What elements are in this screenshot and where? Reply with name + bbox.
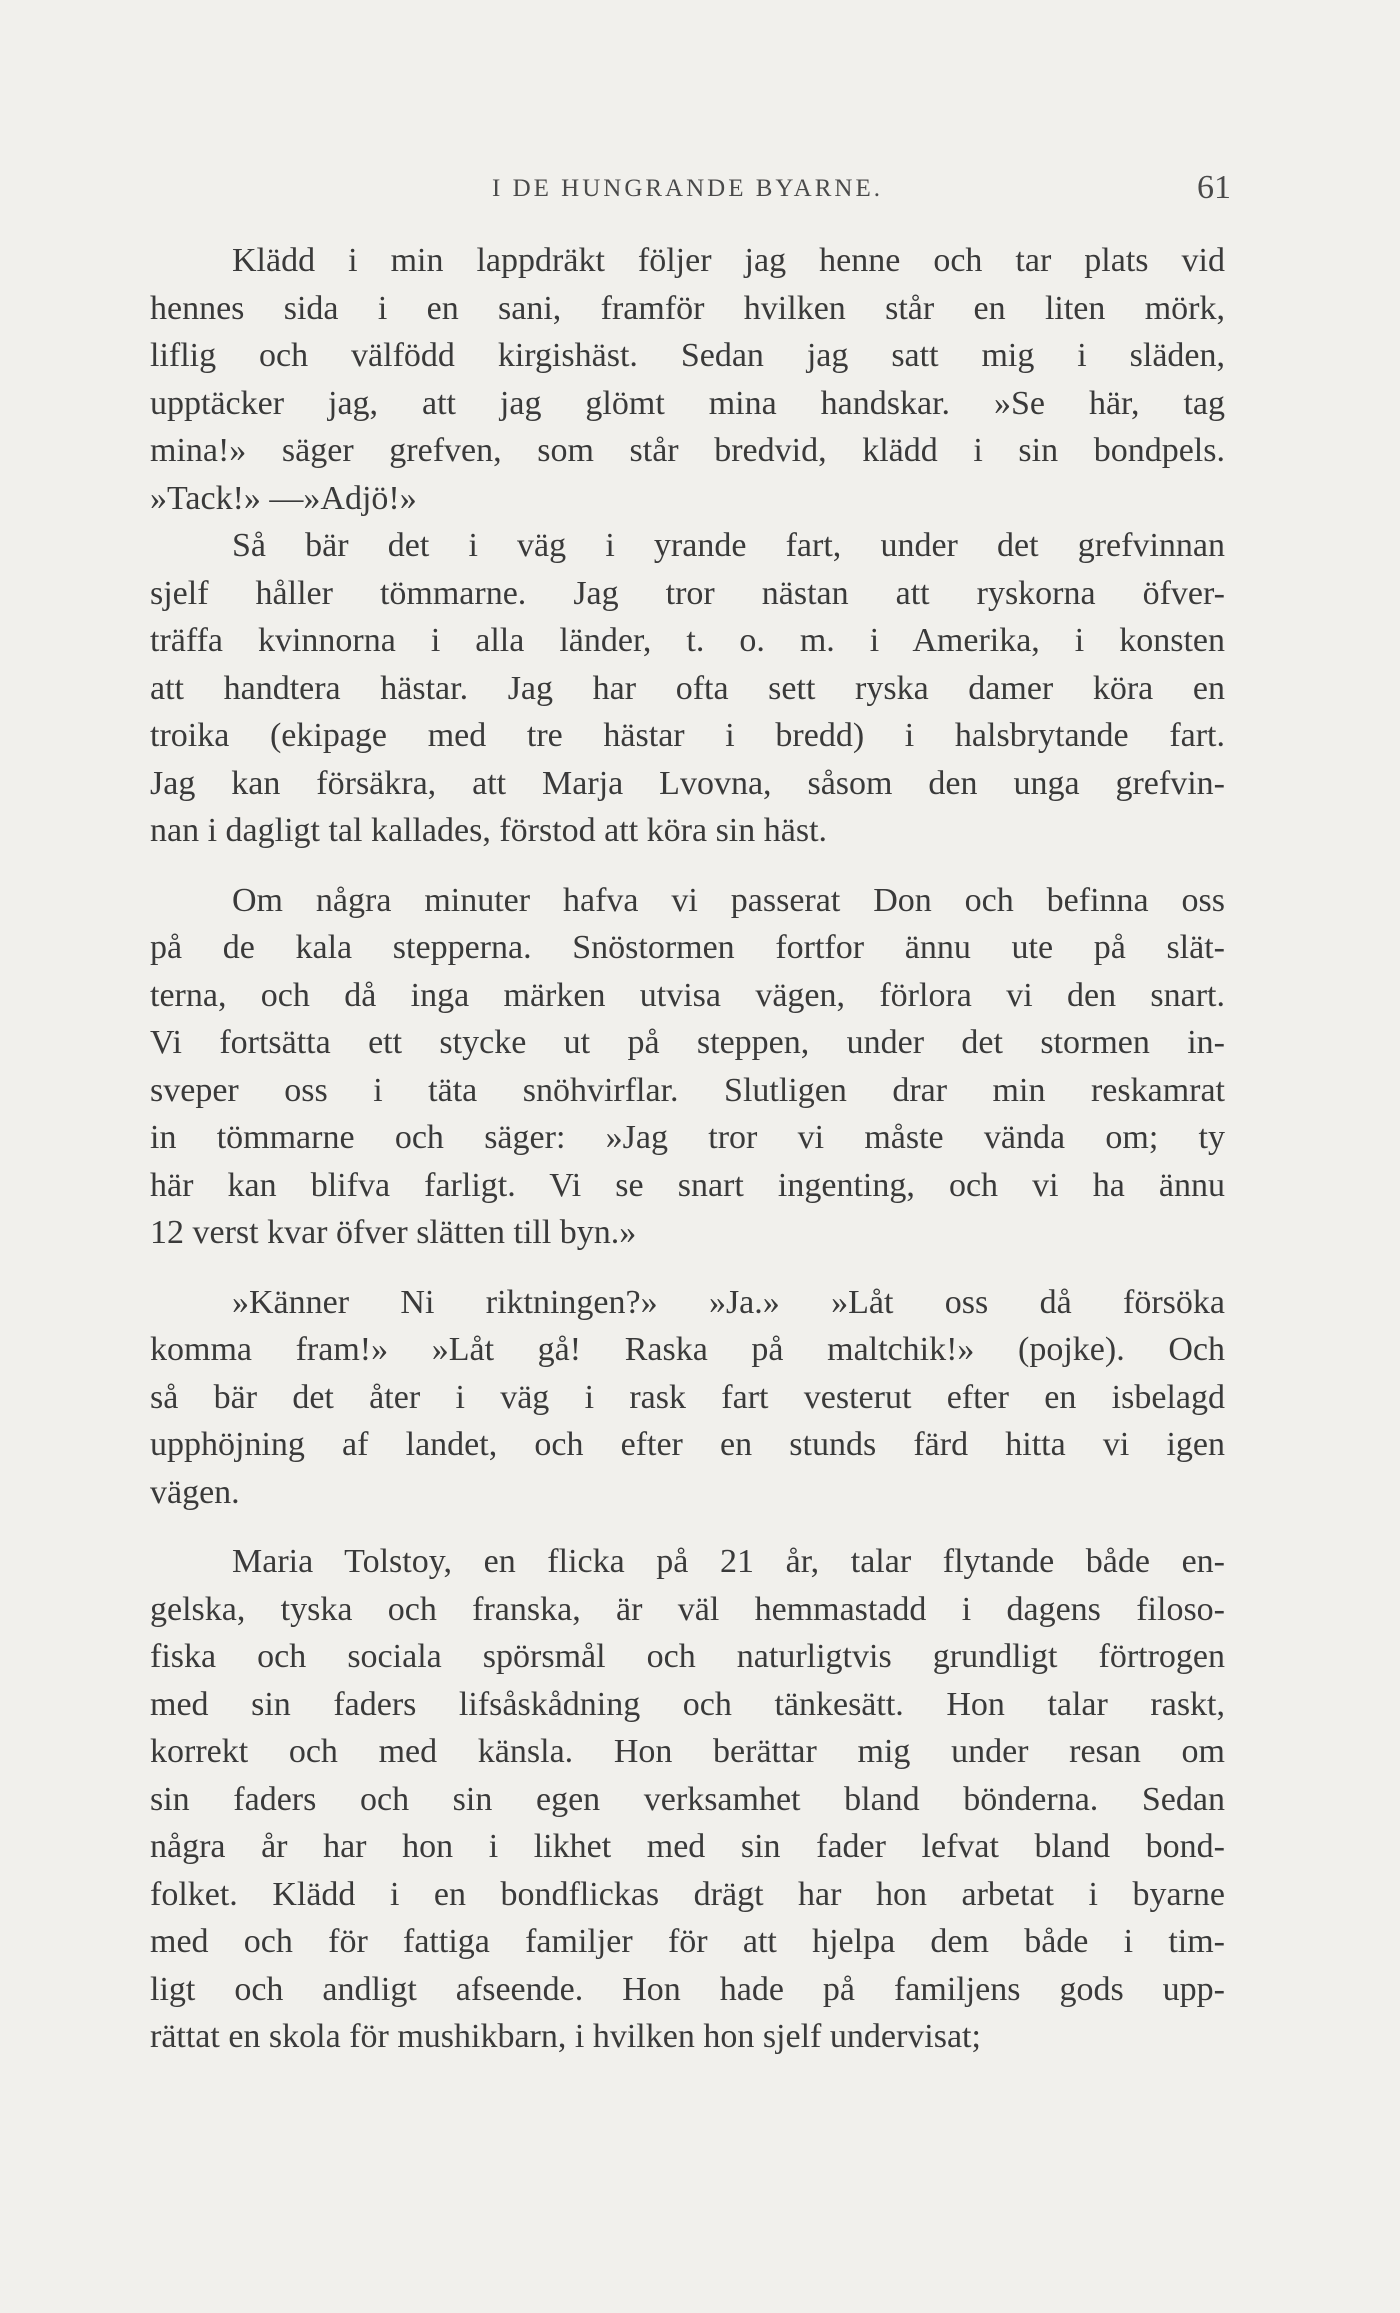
text-line: mina!» säger grefven, som står bredvid, klädd i sin bondpels.: [150, 432, 1225, 469]
paragraph: [150, 877, 1225, 1257]
text-line: terna, och då inga märken utvisa vägen, förlora vi den snart.: [150, 976, 1225, 1014]
text-line: gelska, tyska och franska, är väl hemmastadd i dagens filoso-: [150, 1590, 1225, 1628]
text-line: komma fram!» »Låt gå! Raska på maltchik!» (pojke). Och: [150, 1331, 1225, 1368]
text-line: på de kala stepperna. Snöstormen fortfor ännu ute på slät-: [150, 929, 1225, 966]
text-line: liflig och välfödd kirgishäst. Sedan jag satt mig i släden,: [150, 337, 1225, 374]
text-line: här kan blifva farligt. Vi se snart ingenting, och vi ha ännu: [150, 1166, 1225, 1204]
text-line: upphöjning af landet, och efter en stunds färd hitta vi igen: [150, 1426, 1225, 1463]
page-number: 61: [1197, 169, 1231, 206]
text-line: fiska och sociala spörsmål och naturligtvis grundligt förtrogen: [150, 1638, 1225, 1675]
paragraph: [150, 1538, 1225, 2061]
text-line: så bär det åter i väg i rask fart vesterut efter en isbelagd: [150, 1378, 1225, 1416]
text-line: hennes sida i en sani, framför hvilken står en liten mörk,: [150, 289, 1225, 327]
text-line: upptäcker jag, att jag glömt mina handskar. »Se här, tag: [150, 384, 1225, 422]
text-line: troika (ekipage med tre hästar i bredd) i halsbrytande fart.: [150, 717, 1225, 754]
text-line: med och för fattiga familjer för att hjelpa dem både i tim-: [150, 1923, 1225, 1960]
text-line: Klädd i min lappdräkt följer jag henne och tar plats vid: [232, 242, 1225, 279]
text-line: »Känner Ni riktningen?» »Ja.» »Låt oss då försöka: [232, 1283, 1225, 1321]
text-line: ligt och andligt afseende. Hon hade på familjens gods upp-: [150, 1970, 1225, 2008]
text-line: sjelf håller tömmarne. Jag tror nästan att ryskorna öfver-: [150, 574, 1225, 612]
paragraph: [150, 1279, 1225, 1517]
book-page: [150, 165, 1231, 2061]
text-line: vägen.: [150, 1473, 240, 1511]
text-line: Jag kan försäkra, att Marja Lvovna, såsom den unga grefvin-: [150, 764, 1225, 802]
text-line: att handtera hästar. Jag har ofta sett ryska damer köra en: [150, 669, 1225, 707]
text-line: Om några minuter hafva vi passerat Don och befinna oss: [232, 881, 1225, 919]
text-line: Så bär det i väg i yrande fart, under det grefvinnan: [232, 527, 1225, 564]
text-line: in tömmarne och säger: »Jag tror vi måste vända om; ty: [150, 1119, 1225, 1156]
text-line: korrekt och med känsla. Hon berättar mig under resan om: [150, 1733, 1225, 1770]
body-text: [150, 237, 1225, 2061]
text-line: sin faders och sin egen verksamhet bland bönderna. Sedan: [150, 1780, 1225, 1818]
text-line: folket. Klädd i en bondflickas drägt har hon arbetat i byarne: [150, 1875, 1225, 1913]
text-line: »Tack!» —»Adjö!»: [150, 479, 417, 517]
text-line: träffa kvinnorna i alla länder, t. o. m. i Amerika, i konsten: [150, 622, 1225, 659]
running-head: [150, 165, 1231, 215]
text-line: 12 verst kvar öfver slätten till byn.»: [150, 1214, 637, 1251]
text-line: rättat en skola för mushikbarn, i hvilken hon sjelf undervisat;: [150, 2018, 981, 2055]
text-line: nan i dagligt tal kallades, förstod att köra sin häst.: [150, 812, 828, 849]
paragraph: [150, 522, 1225, 855]
paragraph: [150, 237, 1225, 522]
text-line: Maria Tolstoy, en flicka på 21 år, talar flytande både en-: [232, 1543, 1225, 1580]
text-line: sveper oss i täta snöhvirflar. Slutligen drar min reskamrat: [150, 1071, 1225, 1109]
running-title: I DE HUNGRANDE BYARNE.: [492, 175, 883, 202]
text-line: Vi fortsätta ett stycke ut på steppen, under det stormen in-: [150, 1024, 1225, 1061]
text-line: med sin faders lifsåskådning och tänkesätt. Hon talar raskt,: [150, 1685, 1225, 1723]
text-line: några år har hon i likhet med sin fader lefvat bland bond-: [150, 1828, 1225, 1865]
